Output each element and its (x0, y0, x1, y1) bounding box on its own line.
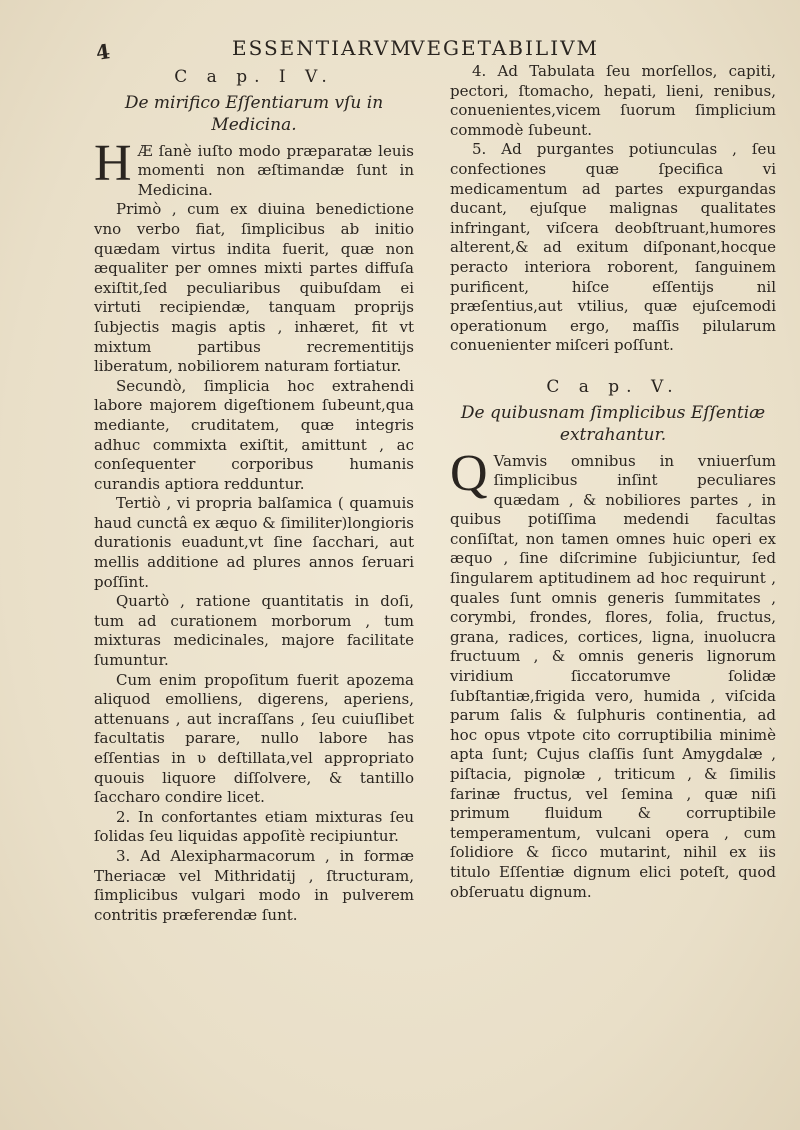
chapter-label: C a p. I V. (174, 67, 334, 87)
drop-cap: H (94, 134, 132, 192)
drop-cap: Q (450, 444, 488, 502)
chapter-title: De mirifico Eſſentiarum vſu in Medicina. (124, 92, 384, 135)
intro-text: Æ ſanè iuſto modo præparatæ leuis momenti non æſtimandæ ſunt in Medicina. (137, 141, 414, 199)
running-head-right: VEGETABILIVM (410, 36, 600, 60)
intro-paragraph (94, 134, 414, 201)
paragraph: Secundò, ſimplicia hoc extrahendi labore majorem digeſtionem ſubeunt,qua mediante, cruditatem, quæ integris adhuc commixta exiſtit, amittunt , ac conſequenter corporibus humanis curandis aptiora redduntur. (94, 376, 414, 493)
paragraph: Cum enim propoſitum fuerit apozema aliquod emolliens, digerens, aperiens, attenuans , aut incraſſans , ſeu cuiuſlibet facultatis parare, nullo labore has eſſentias in ʋ deſtillata,vel appropriato quouis liquore diſſolvere, & tantillo ſaccharo condire licet. (94, 670, 414, 807)
paragraph: 5. Ad purgantes potiunculas , ſeu confectiones quæ ſpecifica vi medicamentum ad partes expurgandas ducant, ejuſque malignas qualitates infringant, viſcera deobſtruant,humores alterent,& ad exitum diſponant,hocque peracto interiora roborent, ſanguinem purificent, hiſce eſſentijs nil præſentius,aut vtilius, quæ ejuſcemodi operationum ergo, maſſis pilularum conuenienter miſceri poſſunt. (450, 140, 776, 355)
paragraph: 2. In confortantes etiam mixturas ſeu ſolidas ſeu liquidas appoſitè recipiuntur. (94, 807, 414, 846)
paragraph: 3. Ad Alexipharmacorum , in formæ Theriacæ vel Mithridatij , ſtructuram, ſimplicibus vulgari modo in pulverem contritis præferendæ ſunt. (94, 846, 414, 924)
running-head-left: ESSENTIARVM (232, 36, 413, 60)
page-number: 4 (94, 39, 112, 65)
final-text: Vamvis omnibus in vniuerſum ſimplicibus inſint peculiares quædam , & nobiliores partes , in quibus potiſſima medendi facultas conſiſtat, non tamen omnes huic operi ex æquo , ſine diſcrimine ſubjiciuntur, ſed ſingularem aptitudinem ad hoc requirunt , quales ſunt omnis generis ſummitates , corymbi, frondes, flores, folia, fructus, grana, radices, cortices, ligna, inuolucra fructuum , & omnis generis lignorum viridium ſiccatorumve ſolidæ ſubſtantiæ,frigida vero, humida , viſcida parum ſalis & ſulphuris continentia, ad hoc opus vtpote cito corruptibilia minimè apta ſunt; Cujus claſſis ſunt Amygdalæ , piſtacia, pignolæ , triticum , & ſimilis farinæ fructus, vel ſemina , quæ niſi primum fluidum & corruptibile temperamentum, vulcani opera , cum ſolidiore & ſicco mutarint, nihil ex iis titulo Eſſentiæ dignum elici poteſt, quod obſeruatu dignum. (450, 451, 776, 901)
left-column (94, 62, 414, 925)
right-column (450, 62, 776, 902)
paragraph: 4. Ad Tabulata ſeu morſellos, capiti, pectori, ſtomacho, hepati, lieni, renibus, conuenientes,vicem ſuorum ſimplicium commodè ſubeunt. (450, 62, 776, 139)
chapter-label: C a p. V. (546, 376, 680, 397)
paragraph: Primò , cum ex diuina benedictione vno verbo fiat, ſimplicibus ab initio quædam virtus indita fuerit, quæ non æqualiter per omnes mixti partes diffuſa exiſtit,ſed peculiaribus quibuſdam ei virtuti recipiendæ, tanquam proprijs ſubjectis magis aptis , inhæret, fit vt mixtum partibus recrementitijs liberatum, nobiliorem naturam fortiatur. (94, 200, 414, 376)
paragraph: Tertiò , vi propria balſamica ( quamuis haud cunctâ ex æquo & ſimiliter)longioris durationis euadunt,vt ſine ſacchari, aut mellis additione ad plures annos ſeruari poſſint. (94, 494, 414, 591)
chapter-title: De quibusnam ſimplicibus Eſſentiæ extrahantur. (460, 402, 766, 445)
final-paragraph (450, 444, 776, 903)
spacer (450, 356, 776, 372)
paragraph: Quartò , ratione quantitatis in doſi, tum ad curationem morborum , tum mixturas medicinales, majore facilitate ſumuntur. (94, 592, 414, 670)
